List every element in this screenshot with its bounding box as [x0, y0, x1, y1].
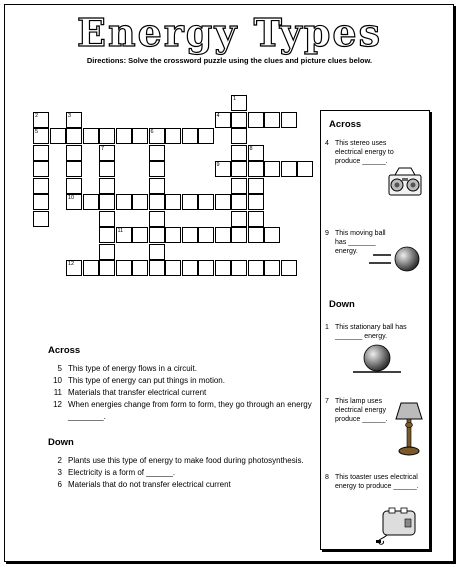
across-clue [48, 375, 313, 387]
crossword-cell[interactable] [215, 260, 231, 276]
crossword-cell[interactable] [33, 211, 49, 227]
clue-text: This type of energy can put things in motion. [68, 376, 225, 385]
stereo-icon [387, 167, 423, 197]
crossword-cell[interactable] [264, 227, 280, 243]
crossword-cell[interactable] [99, 211, 115, 227]
crossword-cell[interactable] [50, 128, 66, 144]
clue-text: Materials that do not transfer electrical current [68, 480, 231, 489]
clue-list [48, 345, 313, 491]
crossword-cell[interactable] [99, 227, 115, 243]
crossword-cell[interactable] [281, 260, 297, 276]
sidebar-down-heading: Down [329, 299, 355, 310]
crossword-cell[interactable] [149, 260, 165, 276]
down-clue [48, 479, 313, 491]
page-title: Energy Types [77, 10, 382, 55]
crossword-cell[interactable] [264, 112, 280, 128]
clue-text: Materials that transfer electrical current [68, 388, 207, 397]
cell-number: 7 [101, 145, 105, 152]
crossword-cell[interactable] [66, 128, 82, 144]
clue-text: When energies change from form to form, they go through an energy ________. [68, 400, 312, 421]
crossword-cell[interactable] [116, 128, 132, 144]
crossword-cell[interactable] [33, 128, 49, 144]
sidebar-across-heading: Across [329, 119, 362, 130]
crossword-cell[interactable] [231, 128, 247, 144]
across-clue [48, 399, 313, 423]
crossword-cell[interactable] [99, 194, 115, 210]
cell-number: 11 [117, 228, 124, 234]
down-clue [48, 467, 313, 479]
picture-clue [325, 397, 397, 424]
crossword-cell[interactable] [231, 178, 247, 194]
clue-text: This toaster uses electrical energy to produce ______. [335, 474, 419, 490]
crossword-cell[interactable] [165, 260, 181, 276]
crossword-cell[interactable] [99, 178, 115, 194]
toaster-icon [375, 505, 421, 547]
crossword-cell[interactable] [66, 145, 82, 161]
crossword-cell[interactable] [231, 161, 247, 177]
crossword-cell[interactable] [33, 112, 49, 128]
crossword-cell[interactable] [99, 145, 115, 161]
crossword-cell[interactable] [165, 128, 181, 144]
crossword-cell[interactable] [248, 112, 264, 128]
crossword-cell[interactable] [66, 260, 82, 276]
crossword-cell[interactable] [149, 178, 165, 194]
picture-clue [325, 139, 397, 166]
crossword-cell[interactable] [33, 194, 49, 210]
crossword-cell[interactable] [182, 194, 198, 210]
picture-clue [325, 473, 419, 491]
crossword-cell[interactable] [99, 260, 115, 276]
crossword-cell[interactable] [132, 227, 148, 243]
down-clue [48, 455, 313, 467]
clue-text: This stereo uses electrical energy to produce ______. [335, 140, 394, 165]
clue-number: 3 [57, 468, 62, 477]
cell-number: 6 [150, 129, 154, 135]
crossword-cell[interactable] [66, 178, 82, 194]
crossword-cell[interactable] [281, 161, 297, 177]
crossword-cell[interactable] [231, 227, 247, 243]
crossword-cell[interactable] [165, 194, 181, 210]
crossword-cell[interactable] [248, 211, 264, 227]
crossword-cell[interactable] [66, 161, 82, 177]
clue-text: Plants use this type of energy to make food during photosynthesis. [68, 456, 304, 465]
clue-number: 7 [325, 398, 329, 405]
crossword-cell[interactable] [297, 161, 313, 177]
crossword-cell[interactable] [132, 128, 148, 144]
crossword-cell[interactable] [149, 161, 165, 177]
clue-text: Electricity is a form of ______. [68, 468, 176, 477]
clue-number: 11 [53, 388, 62, 397]
crossword-cell[interactable] [231, 95, 247, 111]
crossword-cell[interactable] [83, 194, 99, 210]
cell-number: 4 [216, 112, 220, 119]
crossword-cell[interactable] [248, 194, 264, 210]
crossword-cell[interactable] [83, 260, 99, 276]
crossword-cell[interactable] [231, 145, 247, 161]
crossword-cell[interactable] [66, 194, 82, 210]
crossword-cell[interactable] [215, 112, 231, 128]
picture-clue [325, 323, 425, 341]
crossword-cell[interactable] [165, 227, 181, 243]
clue-number: 2 [57, 456, 62, 465]
crossword-cell[interactable] [99, 161, 115, 177]
crossword-cell[interactable] [132, 194, 148, 210]
clue-text: This moving ball has _______ energy. [335, 230, 386, 255]
crossword-cell[interactable] [99, 128, 115, 144]
crossword-cell[interactable] [231, 194, 247, 210]
clue-number: 4 [325, 140, 329, 147]
crossword-cell[interactable] [116, 260, 132, 276]
cell-number: 9 [216, 162, 220, 168]
crossword-cell[interactable] [99, 244, 115, 260]
crossword-cell[interactable] [149, 128, 165, 144]
crossword-cell[interactable] [116, 194, 132, 210]
cell-number: 8 [249, 145, 253, 152]
crossword-cell[interactable] [248, 178, 264, 194]
clue-number: 1 [325, 324, 329, 331]
crossword-cell[interactable] [198, 194, 214, 210]
clue-number: 10 [53, 376, 62, 385]
crossword-cell[interactable] [149, 145, 165, 161]
crossword-cell[interactable] [83, 128, 99, 144]
clue-number: 6 [57, 480, 62, 489]
moving-ball-icon [369, 245, 429, 273]
crossword-cell[interactable] [231, 112, 247, 128]
clue-text: This type of energy flows in a circuit. [68, 364, 197, 373]
crossword-cell[interactable] [215, 194, 231, 210]
directions: Directions: Solve the crossword puzzle using the clues and picture clues below. [86, 56, 373, 65]
crossword-cell[interactable] [281, 112, 297, 128]
crossword-cell[interactable] [149, 211, 165, 227]
crossword-cell[interactable] [149, 227, 165, 243]
crossword-cell[interactable] [132, 260, 148, 276]
cell-number: 1 [233, 96, 237, 102]
cell-number: 2 [35, 112, 39, 119]
crossword-cell[interactable] [248, 260, 264, 276]
cell-number: 5 [35, 129, 39, 135]
crossword-cell[interactable] [33, 161, 49, 177]
crossword-cell[interactable] [215, 161, 231, 177]
clue-number: 5 [57, 364, 62, 373]
down-heading: Down [48, 437, 74, 448]
clue-text: This stationary ball has _______ energy. [335, 324, 407, 340]
crossword-cell[interactable] [198, 227, 214, 243]
picture-clue-panel [320, 110, 430, 550]
crossword-cell[interactable] [198, 260, 214, 276]
crossword-cell[interactable] [182, 260, 198, 276]
across-clue [48, 387, 313, 399]
crossword-cell[interactable] [182, 128, 198, 144]
stationary-ball-icon [351, 343, 401, 375]
cell-number: 3 [68, 112, 72, 119]
crossword-cell[interactable] [149, 244, 165, 260]
crossword-cell[interactable] [66, 112, 82, 128]
clue-number: 9 [325, 230, 329, 237]
clue-text: This lamp uses electrical energy produce ______. [335, 398, 388, 423]
crossword-cell[interactable] [149, 194, 165, 210]
crossword-cell[interactable] [33, 178, 49, 194]
crossword-cell[interactable] [182, 227, 198, 243]
crossword-cell[interactable] [231, 211, 247, 227]
crossword-cell[interactable] [264, 161, 280, 177]
crossword-cell[interactable] [33, 145, 49, 161]
crossword-cell[interactable] [264, 260, 280, 276]
clue-number: 12 [53, 400, 62, 409]
crossword-cell[interactable] [198, 128, 214, 144]
crossword-cell[interactable] [248, 145, 264, 161]
crossword-cell[interactable] [116, 227, 132, 243]
crossword-cell[interactable] [248, 227, 264, 243]
lamp-icon [395, 401, 423, 457]
cell-number: 10 [68, 195, 75, 201]
across-clue [48, 363, 313, 375]
cell-number: 12 [68, 261, 75, 267]
clue-number: 8 [325, 474, 329, 481]
crossword-cell[interactable] [231, 260, 247, 276]
across-heading: Across [48, 345, 81, 356]
crossword-cell[interactable] [215, 227, 231, 243]
crossword-cell[interactable] [248, 161, 264, 177]
